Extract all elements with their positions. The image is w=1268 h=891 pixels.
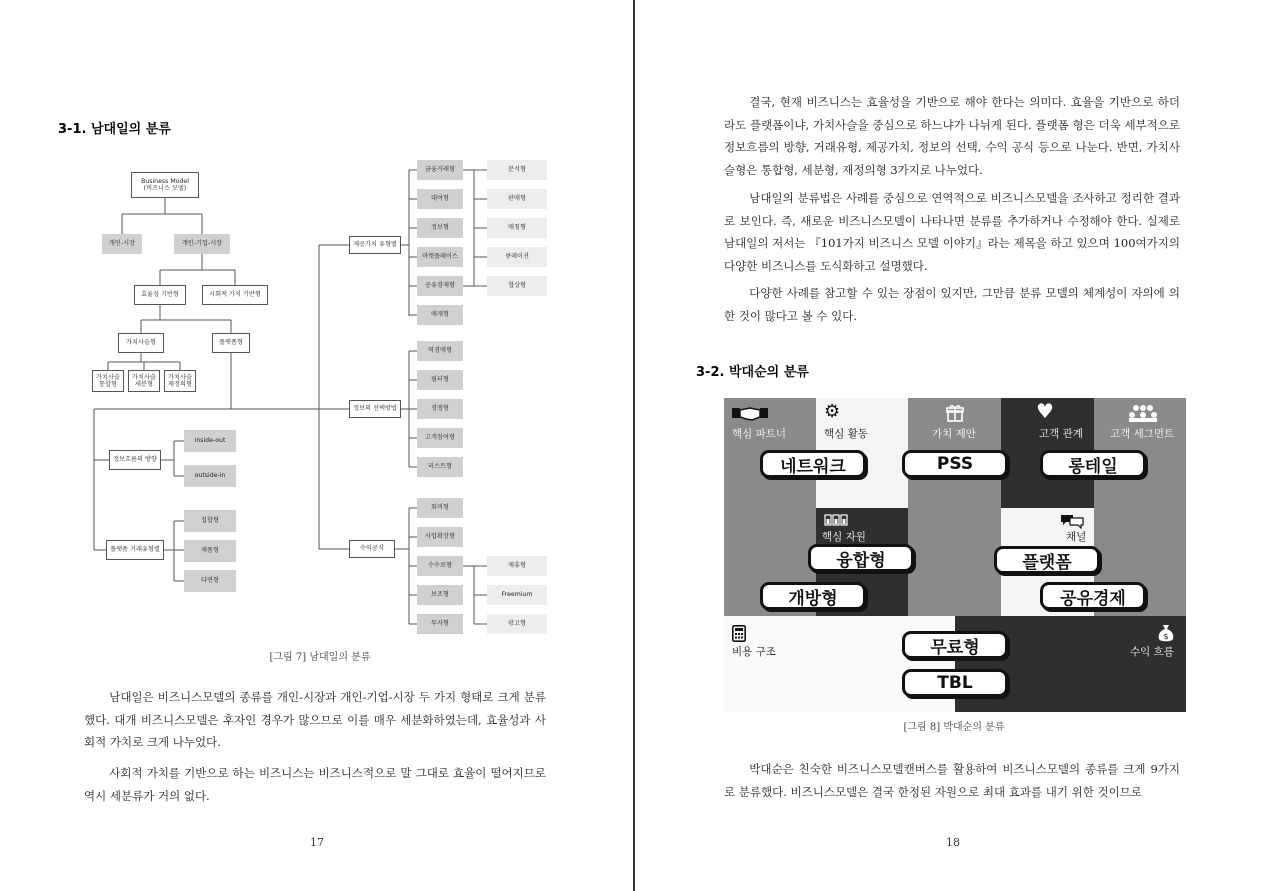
tree-node-revenue-sub-3: 광고형	[487, 614, 547, 634]
tree-node-value-chain: 가치사슬형	[118, 333, 164, 353]
tree-node-vc-integrated: 가치사슬 통합형	[92, 370, 124, 392]
tree-node-individual-company-market: 개인-기업-시장	[174, 234, 230, 254]
label-channels: 채널	[1066, 531, 1087, 543]
right-paragraph-3: 다양한 사례를 참고할 수 있는 장점이 있지만, 그만큼 분류 모델의 체계성이 자의에 의한 것이 많다고 볼 수 있다.	[724, 286, 1180, 323]
pill-convergence: 융합형	[808, 544, 914, 572]
tree-node-platform: 플랫폼형	[212, 333, 250, 353]
label-key-activities: 핵심 활동	[824, 428, 868, 440]
calculator-icon	[732, 625, 746, 645]
tree-node-revenue-item-1: 회비형	[417, 498, 463, 518]
people-icon	[1127, 404, 1159, 425]
heart-icon: ♥	[1036, 399, 1054, 423]
tree-node-revenue-sub-2: Freemium	[487, 585, 547, 605]
label-key-resources: 핵심 자원	[822, 531, 866, 543]
right-paragraph-4: 박대순은 친숙한 비즈니스모델캔버스를 활용하여 비즈니스모델의 종류를 크게 9가지로 분류했다. 비즈니스모델은 결국 한정된 자원으로 최대 효과를 내기 위한 것이므로	[724, 762, 1180, 799]
pill-platform: 플랫폼	[994, 546, 1100, 574]
page-divider	[633, 0, 635, 891]
right-paragraph-2: 남대일의 분류법은 사례를 중심으로 연역적으로 비즈니스모델을 조사하고 정리한 결과로 보인다. 즉, 새로운 비즈니스모델이 나타나면 분류를 추가하거나 수정해야 한다. 실제로 남대일의 저서는 『101가지 비즈니스 모델 이야기』라는 제목을 하고 있으며 100여가지의 다양한 비즈니스를 도식화하고 설명했다.	[724, 191, 1180, 273]
tree-node-revenue: 수익공식	[349, 540, 395, 558]
tree-node-value-type-sub-4: 큐레이션	[487, 247, 547, 267]
tree-node-revenue-item-5: 투자형	[417, 614, 463, 634]
tree-node-collective: 집합형	[184, 510, 236, 532]
tree-node-product: 제품형	[184, 540, 236, 562]
label-customer-relations: 고객 관계	[1039, 428, 1083, 440]
battery-icon	[824, 513, 848, 529]
tree-node-info-choice-item-3: 경쟁형	[417, 399, 463, 419]
tree-node-value-type-item-6: 매개형	[417, 305, 463, 325]
section-heading-3-2: 3-2. 박대순의 분류	[696, 365, 809, 380]
tree-node-info-flow: 정보흐름의 방향	[109, 450, 161, 470]
left-paragraph-1: 남대일은 비즈니스모델의 종류를 개인-시장과 개인-기업-시장 두 가지 형태로 크게 분류했다. 대개 비즈니스모델은 후자인 경우가 많으므로 이를 매우 세분화하였는데, 효율성과 사회적 가치로 크게 나누었다.	[84, 690, 546, 749]
tree-node-vc-redefined: 가치사슬 재정의형	[164, 370, 196, 392]
gift-icon	[946, 404, 964, 425]
section-heading-3-1: 3-1. 남대일의 분류	[58, 122, 171, 137]
left-paragraph-2: 사회적 가치를 기반으로 하는 비즈니스는 비즈니스적으로 말 그대로 효율이 떨어지므로 역시 세분류가 거의 없다.	[84, 766, 546, 803]
tree-node-revenue-item-3: 수수료형	[417, 556, 463, 576]
classification-tree-diagram	[84, 160, 564, 638]
pill-pss: PSS	[902, 450, 1008, 478]
right-paragraph-1: 결국, 현재 비즈니스는 효율성을 기반으로 해야 한다는 의미다. 효율을 기반으로 하더라도 플랫폼이냐, 가치사슬을 중심으로 하느냐가 나뉘게 된다. 플랫폼 형은 더욱 세부적으로 정보흐름의 방향, 거래유형, 제공가치, 정보의 선택, 수익 공식 등으로 나눈다. 반면, 가치사슬형은 통합형, 세분형, 재정의형 3가지로 나누었다.	[724, 95, 1180, 177]
pill-free: 무료형	[902, 631, 1008, 659]
tree-node-value-type-sub-3: 매칭형	[487, 218, 547, 238]
business-model-canvas	[724, 398, 1186, 712]
page-number-right: 18	[946, 836, 960, 849]
label-key-partners: 핵심 파트너	[732, 428, 787, 440]
tree-node-inside-out: inside-out	[184, 430, 236, 452]
tree-node-value-type-item-5: 공유경제형	[417, 276, 463, 296]
tree-node-value-type-item-2: 대여형	[417, 189, 463, 209]
tree-node-info-choice-item-2: 필터형	[417, 370, 463, 390]
figure-7-caption: [그림 7] 남대일의 분류	[269, 652, 371, 663]
tree-node-value-type-sub-1: 분석형	[487, 160, 547, 180]
label-value-proposition: 가치 제안	[932, 428, 976, 440]
tree-node-value-type-sub-5: 협상형	[487, 276, 547, 296]
pill-open: 개방형	[760, 582, 866, 610]
gear-icon: ⚙	[824, 401, 841, 422]
tree-node-outside-in: outside-in	[184, 465, 236, 487]
pill-network: 네트워크	[760, 450, 866, 478]
tree-node-revenue-item-2: 사업확장형	[417, 527, 463, 547]
tree-node-info-choice: 정보의 선택방법	[349, 400, 401, 418]
pill-sharing-economy: 공유경제	[1040, 582, 1146, 610]
tree-node-info-choice-item-1: 역경매형	[417, 341, 463, 361]
tree-node-value-type-item-4: 마켓플레이스	[417, 247, 463, 267]
label-cost-structure: 비용 구조	[732, 646, 776, 658]
tree-node-revenue-sub-1: 제휴형	[487, 556, 547, 576]
tree-node-platform-trade: 플랫폼 거래유형별	[106, 540, 164, 560]
tree-node-root: Business Model (비즈니스 모델)	[131, 172, 199, 198]
tree-node-individual-market: 개인-시장	[102, 234, 142, 254]
tree-node-efficiency: 효율성 기반형	[134, 285, 186, 305]
tree-node-value-type-item-3: 정보형	[417, 218, 463, 238]
tree-node-vc-segmented: 가치사슬 세분형	[128, 370, 160, 392]
tree-node-info-choice-item-4: 고객참여형	[417, 428, 463, 448]
tree-node-revenue-item-4: 보조형	[417, 585, 463, 605]
tree-node-value-type: 제공가치 유형별	[349, 236, 401, 254]
tree-node-value-type-sub-2: 판매형	[487, 189, 547, 209]
tree-node-info-choice-item-5: 리스트형	[417, 457, 463, 477]
pill-longtail: 롱테일	[1040, 450, 1146, 478]
label-revenue-streams: 수익 흐름	[1130, 646, 1174, 658]
tree-node-multisided: 다면형	[184, 570, 236, 592]
money-bag-icon	[1157, 623, 1175, 646]
handshake-icon	[732, 406, 768, 427]
pill-tbl: TBL	[902, 669, 1008, 697]
tree-node-value-type-item-1: 금융거래형	[417, 160, 463, 180]
figure-8-caption: [그림 8] 박대순의 분류	[903, 722, 1005, 733]
tree-node-social-value: 사회적 가치 기반형	[202, 285, 268, 305]
label-customer-segments: 고객 세그먼트	[1110, 428, 1175, 440]
page-number-left: 17	[310, 836, 324, 849]
svg-text:$: $	[1163, 632, 1169, 641]
